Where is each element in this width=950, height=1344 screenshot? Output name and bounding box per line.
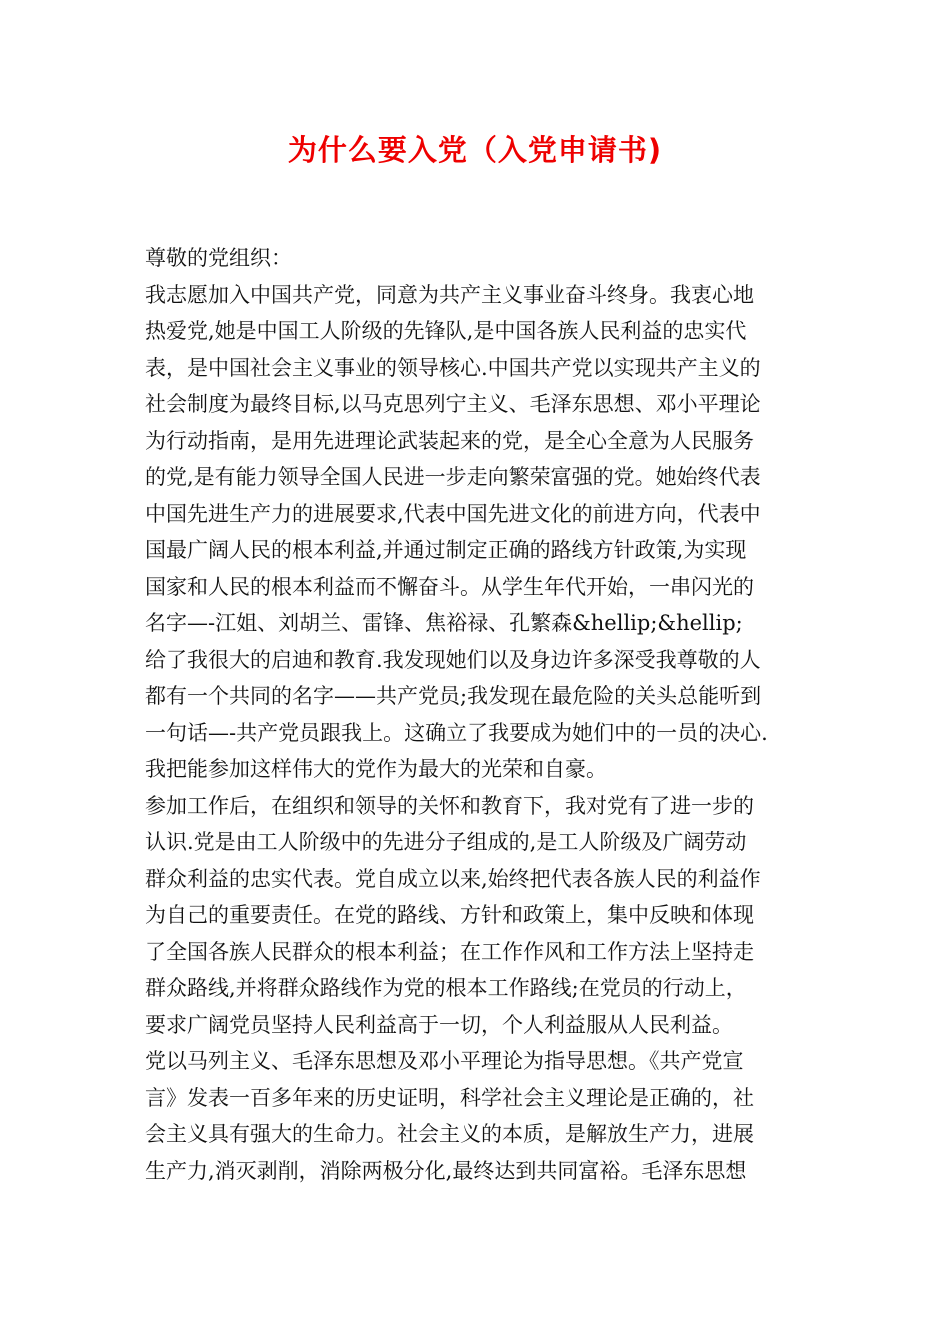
body-line: 生产力,消灭剥削，消除两极分化,最终达到共同富裕。毛泽东思想	[145, 1158, 747, 1183]
body-line: 言》发表一百多年来的历史证明，科学社会主义理论是正确的，社	[145, 1085, 754, 1110]
body-line: 为自己的重要责任。在党的路线、方针和政策上，集中反映和体现	[145, 903, 754, 927]
body-line: 表，是中国社会主义事业的领导核心.中国共产党以实现共产主义的	[145, 355, 761, 380]
document-title: 为什么要入党（入党申请书)	[287, 133, 663, 167]
body-line: 群众路线,并将群众路线作为党的根本工作路线;在党员的行动上，	[145, 976, 747, 1000]
body-line: 为行动指南，是用先进理论武装起来的党，是全心全意为人民服务	[145, 428, 754, 453]
body-line: 国最广阔人民的根本利益,并通过制定正确的路线方针政策,为实现	[145, 538, 747, 562]
body-line: 认识.党是由工人阶级中的先进分子组成的,是工人阶级及广阔劳动	[145, 830, 747, 854]
body-line: 群众利益的忠实代表。党自成立以来,始终把代表各族人民的利益作	[145, 866, 761, 891]
body-line: 了全国各族人民群众的根本利益；在工作作风和工作方法上坚持走	[145, 939, 754, 964]
body-line: 给了我很大的启迪和教育.我发现她们以及身边许多深受我尊敬的人	[145, 647, 761, 672]
body-line: 我把能参加这样伟大的党作为最大的光荣和自豪。	[145, 757, 607, 781]
document-body	[145, 240, 810, 1189]
body-line: 要求广阔党员坚持人民利益高于一切，个人利益服从人民利益。	[145, 1012, 733, 1037]
body-line: 社会制度为最终目标,以马克思列宁主义、毛泽东思想、邓小平理论	[145, 392, 761, 416]
body-line: 我志愿加入中国共产党，同意为共产主义事业奋斗终身。我衷心地	[145, 282, 754, 307]
body-line: 一句话—-共产党员跟我上。这确立了我要成为她们中的一员的决心.	[145, 720, 768, 745]
body-line: 会主义具有强大的生命力。社会主义的本质，是解放生产力，进展	[145, 1122, 754, 1146]
body-line: 都有一个共同的名字——共产党员;我发现在最危险的关头总能听到	[145, 684, 762, 708]
body-line: 参加工作后，在组织和领导的关怀和教育下，我对党有了进一步的	[145, 793, 754, 818]
body-line: 国家和人民的根本利益而不懈奋斗。从学生年代开始，一串闪光的	[145, 574, 754, 599]
body-line: 中国先进生产力的进展要求,代表中国先进文化的前进方向，代表中	[145, 501, 761, 526]
body-line: 名字—-江姐、刘胡兰、雷锋、焦裕禄、孔繁森&hellip;&hellip;	[145, 611, 743, 635]
body-line: 热爱党,她是中国工人阶级的先锋队,是中国各族人民利益的忠实代	[145, 319, 747, 343]
body-line: 的党,是有能力领导全国人民进一步走向繁荣富强的党。她始终代表	[145, 465, 761, 489]
salutation-line: 尊敬的党组织：	[145, 246, 292, 270]
body-line: 党以马列主义、毛泽东思想及邓小平理论为指导思想。《共产党宣	[145, 1049, 744, 1073]
